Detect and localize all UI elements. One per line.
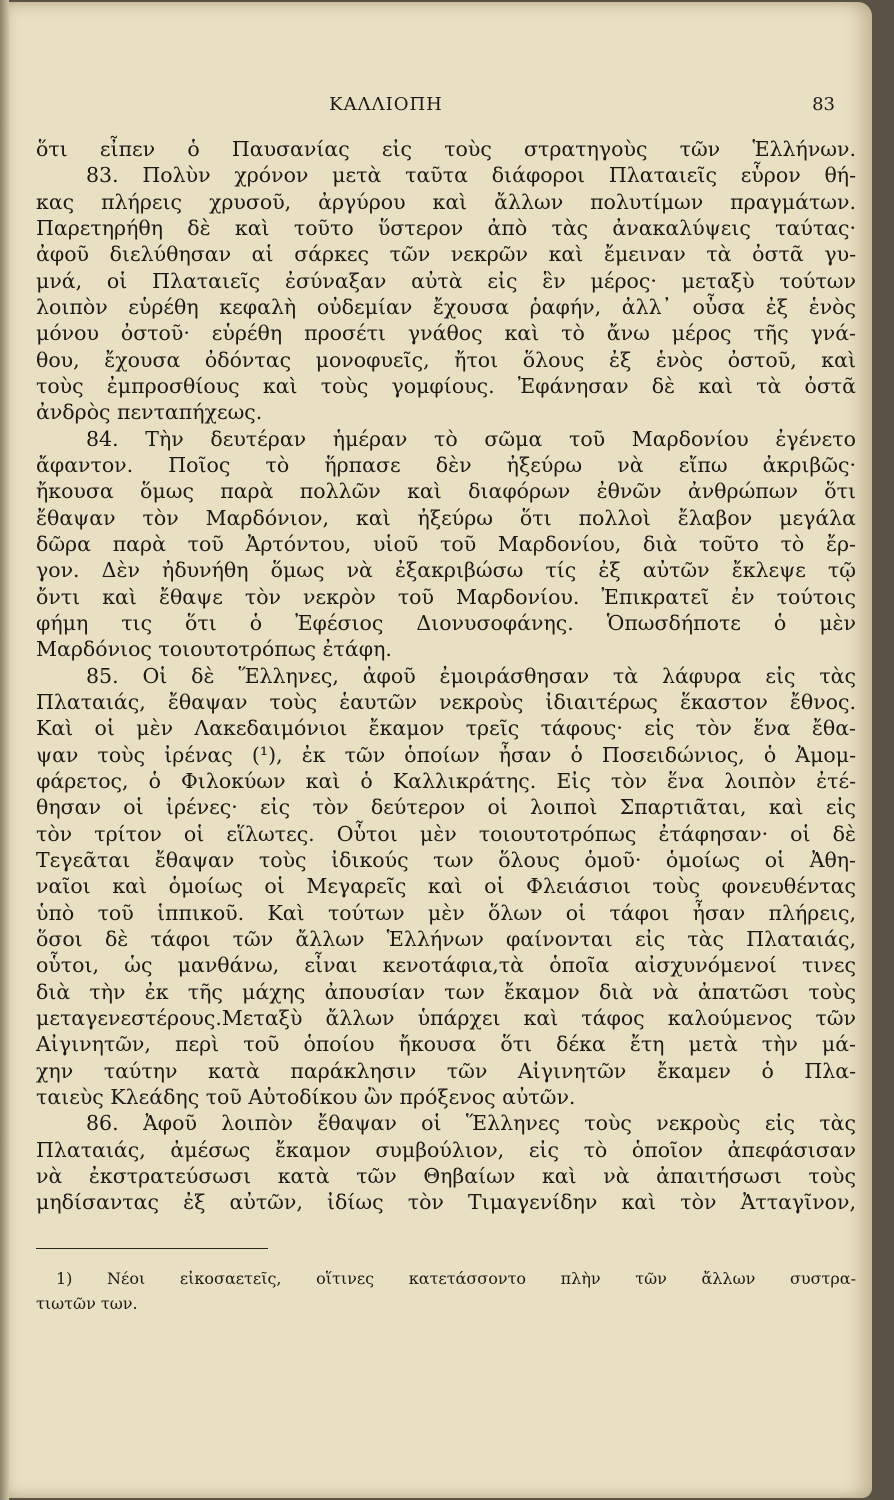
page-number: 83 [812, 94, 835, 115]
text-line: μεταγενεστέρους.Μεταξὺ ἄλλων ὑπάρχει καὶ τάφος καλούμενος τῶν [36, 1006, 856, 1030]
text-line: ἤκουσα ὅμως παρὰ πολλῶν καὶ διαφόρων ἐθνῶν ἀνθρώπων ὅτι [36, 479, 856, 503]
text-line: γον. Δὲν ἠδυνήθη ὅμως νὰ ἐξακριβώσω τίς ἐξ αὐτῶν ἔκλεψε τῷ [36, 558, 856, 582]
text-line: οὗτοι, ὡς μανθάνω, εἶναι κενοτάφια,τὰ ὁποῖα αἰσχυνόμενοί τινες [36, 953, 856, 977]
text-line: διὰ τὴν ἐκ τῆς μάχης ἀπουσίαν των ἔκαμον διὰ νὰ ἀπατῶσι τοὺς [36, 980, 856, 1004]
footnote-line: 1) Νέοι εἰκοσαετεῖς, οἵτινες κατετάσσοντο πλὴν τῶν ἄλλων συστρα- [56, 1269, 856, 1288]
text-line: μηδίσαντας ἐξ αὐτῶν, ἰδίως τὸν Τιμαγενίδην καὶ τὸν Ἀτταγῖνον, [36, 1190, 856, 1214]
text-line: φάρετος, ὁ Φιλοκύων καὶ ὁ Καλλικράτης. Εἰς τὸν ἕνα λοιπὸν ἐτέ- [36, 769, 856, 793]
text-line: 86. Ἀφοῦ λοιπὸν ἔθαψαν οἱ Ἕλληνες τοὺς νεκροὺς εἰς τὰς [86, 1111, 856, 1135]
text-line: ὑπὸ τοῦ ἱππικοῦ. Καὶ τούτων μὲν ὅλων οἱ τάφοι ἦσαν πλήρεις, [36, 901, 856, 925]
text-line: ἀφοῦ διελύθησαν αἱ σάρκες τῶν νεκρῶν καὶ ἔμειναν τὰ ὀστᾶ γυ- [36, 242, 856, 266]
running-header [0, 94, 894, 124]
text-line: θησαν οἱ ἰρένες· εἰς τὸν δεύτερον οἱ λοιποὶ Σπαρτιᾶται, καὶ εἰς [36, 795, 856, 819]
text-line: δῶρα παρὰ τοῦ Ἀρτόντου, υἱοῦ τοῦ Μαρδονίου, διὰ τοῦτο τὸ ἔρ- [36, 532, 856, 556]
text-line: Παρετηρήθη δὲ καὶ τοῦτο ὕστερον ἀπὸ τὰς ἀνακαλύψεις ταύτας· [36, 216, 856, 240]
text-line: Πλαταιάς, ἔθαψαν τοὺς ἑαυτῶν νεκροὺς ἰδιαιτέρως ἕκαστον ἔθνος. [36, 690, 856, 714]
text-line: Πλαταιάς, ἀμέσως ἔκαμον συμβούλιον, εἰς τὸ ὁποῖον ἀπεφάσισαν [36, 1138, 856, 1162]
text-line: Τεγεᾶται ἔθαψαν τοὺς ἰδικούς των ὅλους ὁμοῦ· ὁμοίως οἱ Ἀθη- [36, 848, 856, 872]
text-line: μόνου ὀστοῦ· εὑρέθη προσέτι γνάθος καὶ τὸ ἄνω μέρος τῆς γνά- [36, 321, 856, 345]
running-title: ΚΑΛΛΙΟΠΗ [329, 94, 443, 115]
text-line: ὄντι καὶ ἔθαψε τὸν νεκρὸν τοῦ Μαρδονίου. Ἐπικρατεῖ ἐν τούτοις [36, 585, 856, 609]
text-line: ταιεὺς Κλεάδης τοῦ Αὐτοδίκου ὢν πρόξενος αὐτῶν. [36, 1085, 576, 1109]
text-line: τοὺς ἐμπροσθίους καὶ τοὺς γομφίους. Ἐφάνησαν δὲ καὶ τὰ ὀστᾶ [36, 374, 856, 398]
text-line: χην ταύτην κατὰ παράκλησιν τῶν Αἰγινητῶν ἔκαμεν ὁ Πλα- [36, 1059, 856, 1083]
page-gutter-edge [0, 0, 9, 1500]
text-line: 85. Οἱ δὲ Ἕλληνες, ἀφοῦ ἐμοιράσθησαν τὰ λάφυρα εἰς τὰς [86, 664, 856, 688]
text-line: 84. Τὴν δευτέραν ἡμέραν τὸ σῶμα τοῦ Μαρδονίου ἐγένετο [86, 427, 856, 451]
footnote-separator [36, 1248, 268, 1249]
text-line: ἀνδρὸς πενταπήχεως. [36, 400, 263, 424]
text-line: ὅσοι δὲ τάφοι τῶν ἄλλων Ἑλλήνων φαίνονται εἰς τὰς Πλαταιάς, [36, 927, 856, 951]
text-line: ὅτι εἶπεν ὁ Παυσανίας εἰς τοὺς στρατηγοὺς τῶν Ἑλλήνων. [36, 137, 856, 161]
text-line: νὰ ἐκστρατεύσωσι κατὰ τῶν Θηβαίων καὶ νὰ ἀπαιτήσωσι τοὺς [36, 1164, 856, 1188]
text-line: Καὶ οἱ μὲν Λακεδαιμόνιοι ἔκαμον τρεῖς τάφους· εἰς τὸν ἕνα ἔθα- [36, 716, 856, 740]
text-line: τὸν τρίτον οἱ εἵλωτες. Οὗτοι μὲν τοιουτοτρόπως ἐτάφησαν· οἱ δὲ [36, 822, 856, 846]
text-line: ἄφαντον. Ποῖος τὸ ἥρπασε δὲν ἠξεύρω νὰ εἴπω ἀκριβῶς· [36, 453, 856, 477]
text-line: Αἰγινητῶν, περὶ τοῦ ὁποίου ἤκουσα ὅτι δέκα ἔτη μετὰ τὴν μά- [36, 1032, 856, 1056]
text-line: 83. Πολὺν χρόνον μετὰ ταῦτα διάφοροι Πλαταιεῖς εὗρον θή- [86, 163, 856, 187]
text-line: λοιπὸν εὑρέθη κεφαλὴ οὐδεμίαν ἔχουσα ῥαφήν, ἀλλ᾽ οὖσα ἐξ ἑνὸς [36, 295, 856, 319]
text-line: φήμη τις ὅτι ὁ Ἐφέσιος Διονυσοφάνης. Ὁπωσδήποτε ὁ μὲν [36, 611, 856, 635]
text-line: ψαν τοὺς ἰρένας (¹), ἐκ τῶν ὁποίων ἦσαν ὁ Ποσειδώνιος, ὁ Ἀμομ- [36, 743, 856, 767]
footnote-line: τιωτῶν των. [36, 1294, 138, 1313]
text-line: ναῖοι καὶ ὁμοίως οἱ Μεγαρεῖς καὶ οἱ Φλειάσιοι τοὺς φονευθέντας [36, 874, 856, 898]
text-line: Μαρδόνιος τοιουτοτρόπως ἐτάφη. [36, 637, 392, 661]
text-line: μνά, οἱ Πλαταιεῖς ἐσύναξαν αὐτὰ εἰς ἓν μέρος· μεταξὺ τούτων [36, 269, 856, 293]
text-line: ἔθαψαν τὸν Μαρδόνιον, καὶ ἠξεύρω ὅτι πολλοὶ ἔλαβον μεγάλα [36, 506, 856, 530]
text-line: θου, ἔχουσα ὀδόντας μονοφυεῖς, ἤτοι ὅλους ἐξ ἑνὸς ὀστοῦ, καὶ [36, 348, 856, 372]
text-line: κας πλήρεις χρυσοῦ, ἀργύρου καὶ ἄλλων πολυτίμων πραγμάτων. [36, 190, 856, 214]
